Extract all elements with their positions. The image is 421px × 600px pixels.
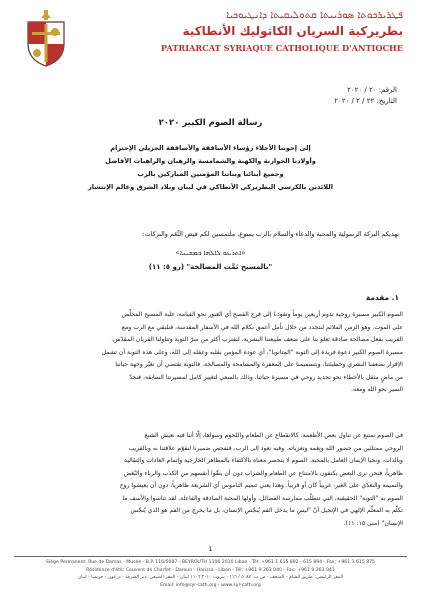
letter-date: التاريخ: ٢٢ / ٢ / ٢٠٢٠ bbox=[334, 97, 397, 105]
address-line: وجميع أبنائنا وبناتنا المؤمنين المباركين بالرب bbox=[137, 170, 284, 178]
address-line: وأولادنا الخوارنة والكهنة والشمامسة والرهبان والراهبات الأفاضل bbox=[105, 157, 316, 165]
text-line: القريب بفعل مصالحة صادقة تعلو بنا على ضعف طبيعتنا البشرية، لنقترب أكثر من سرّ التوبة وتناولنا القربان المقدّس. bbox=[111, 336, 403, 343]
paragraph-intro bbox=[18, 309, 403, 397]
footer-line: Siège Permanent: Rue de Damas - Musée - B.P. 116/5087 - BEYROUTH 1106 2010 Liban - Tél: +961 1 615 892 - 615 894 - Fax: +961 1 615 875 bbox=[46, 560, 375, 565]
text-line: الصوم به "التوبة" الحقيقية، التي تتطلّب ممارسة الفضائل، وأولها المحبة الصادقة والفاعلة. لقد تناسوا والأسف ما bbox=[122, 494, 403, 502]
header-arabic-name: بطريركية السريان الكاثوليك الأنطاكية bbox=[182, 24, 403, 38]
footer-contact-link[interactable]: Email: info@syr-cath.org - www.syr-cath.org bbox=[160, 582, 261, 588]
text-line: ظاهرياً، فنحن نرى البعض يكتفون بالامتناع عن الطعام والشراب دون أن ينقّوا أنفسهم من الكذب والرياء والبُغض bbox=[123, 469, 403, 477]
text-line: الصوم الكبير مسيرة روحية تدوم أربعين يوماً وتقودنا إلى فرح الفصح أي العبور نحو القيامة، غلبة المسيح المخلِّص bbox=[121, 311, 403, 318]
text-line: من ماضٍ مثقل بالأخطاء نحو تجديد روحي في مسيرة حياتنا، وذلك بالسعي لتغيير كامل لمسيرتنا السابقة، فنجدّ bbox=[129, 373, 403, 381]
motto-arabic: "بالمسيح تَمَّت المصالحة" (رو ٥: ١١) bbox=[148, 263, 273, 271]
header-syriac-name: ܦܛܪܝܪܟܘܬܐ ܣܘܪܝܝܬܐ ܩܬܘܠܝܩܝܬܐ ܕܐܢܛܝܘܟܝܐ bbox=[226, 10, 403, 21]
letter-title: رسالة الصوم الكبير ٢٠٢٠ bbox=[158, 118, 263, 128]
greeting: نهديكم البركة الرسولية والمحبة والدعاء والسلام بالرب يسوع، ملتمسين لكم فيض النِّعَم والبركات: bbox=[142, 230, 399, 238]
footer-line: Résidence d'été: Couvent de Charfet - Daroun - Harissa - Liban - Tél: +961 9 263 040 - Fax: +961 9 263 041 bbox=[86, 567, 335, 573]
letterhead-footer bbox=[14, 556, 407, 589]
text-line: في الصوم نمتنع عن تناول بعض الأطعمة، كالانقطاع عن الطعام واللحوم وسواها، إلّا أننا فيه نعيش الشبع bbox=[144, 432, 403, 439]
address-line: اللائذين بالكرسي البطريركي الأنطاكي في لبنان وبلاد الشرق وعالم الإنتشار bbox=[87, 183, 334, 191]
footer-line: المقر الرئيسي: طريق الشام - المتحف - ص.ب. ٥٠٨٧ / ١١٦ - بيروت ٢٠١٠ ١١٠٦ لبنان - المقر الصيفي: دير الشرفة - درعون - حريصا - لبنان bbox=[77, 575, 344, 580]
reference-number: الرقم: ٢٠ / ٢٠٢٠ bbox=[347, 86, 397, 94]
text-line: مسيرة الصوم الكبير دعوة فريدة إلى التوبة "المِتانويا"، أي عودة المؤمن بقلبه وعقله إلى الله، وعلى هذه التوبة أن تشمل bbox=[101, 348, 403, 356]
paragraph-fasting bbox=[18, 430, 403, 530]
section-heading: ١. مقدمة bbox=[365, 293, 399, 302]
text-line: وبالذات، ونحيا الإيمان العامل بالمحبة. الصوم لا ينحصر معناه بالاكتفاء بالمظاهر الخارجية وإتمام العادات والتقاليد bbox=[124, 457, 403, 464]
address-line: إلى إخوتنا الأجلاء رؤساء الأساقفة والأساقفة الجزيلي الإحترام bbox=[110, 144, 311, 152]
text-line: الإقرار بضعفنا البشري وخطيئتنا، وبتسميمنا على المغفرة والمسامحة والمصالحة. فالتوبة تقتضي أن نغيّر وجهة حياتنا bbox=[115, 361, 403, 368]
header-french-name: PATRIARCAT SYRIAQUE CATHOLIQUE D'ANTIOCHE bbox=[160, 43, 403, 53]
text-line: والنميمة والتعدّي على الغير، غريباً كان أو قريباً. وهذا يعني تتميم الناموس أي الشريعة ظاهرياً، دون أن يعيشوا روح bbox=[119, 482, 403, 489]
text-line: الروحي ممتلئين من حضور الله ونِعَمه وتعزياته. وفيه نعود إلى الرب، فنفحص ضميرنا لنقوّم علاقتنا به وبالقريب bbox=[128, 444, 403, 452]
page-number: 1 bbox=[208, 545, 213, 553]
text-line: تكلّم به المعلّم الإلهي في الإنجيل أنّ "ليس ما يدخل الفم يُنجّس الإنسان، بل ما يخرج من الفم هو الذي يُنجّس bbox=[130, 507, 403, 514]
motto-syriac: «ܐܬܪܥܘ ܠܐܠܗܐ ܒܡܫܝܚܐ» bbox=[175, 249, 246, 257]
text-line: السير نحو الله ومعه. bbox=[351, 386, 403, 393]
patriarchate-crest-logo bbox=[20, 10, 72, 68]
text-line: على الموت. وهو الزمن الملائم لنتجدد من خلال تأمل أعمق بكلام الله في الأسفار المقدسة، فنلتقي مع الرب ومع bbox=[121, 323, 403, 331]
text-line: الإنسان" (متى ١٥: ١١). bbox=[343, 519, 403, 527]
